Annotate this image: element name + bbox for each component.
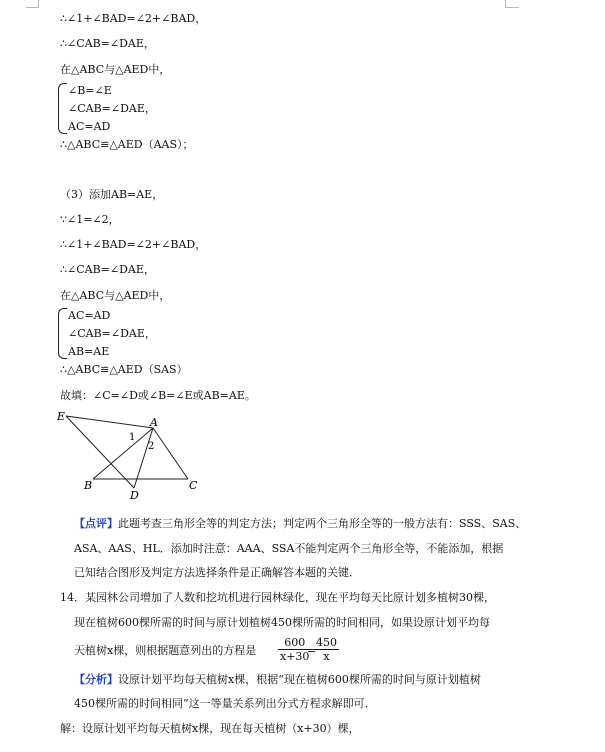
- proof-conclusion-2: ∴△ABC≌△AED（SAS）: [60, 363, 188, 376]
- proof-line-8: ∴∠CAB=∠DAE，: [60, 263, 155, 276]
- proof-conclusion-1: ∴△ABC≌△AED（AAS）；: [60, 138, 194, 151]
- label-E: E: [57, 410, 66, 423]
- system2-row: AB=AE: [68, 345, 110, 358]
- label-A: A: [150, 416, 158, 429]
- label-B: B: [84, 479, 93, 492]
- proof-line-6: ∵∠1=∠2，: [60, 213, 120, 226]
- proof-line-3: 在△ABC与△AED中，: [60, 63, 171, 76]
- system2-row: ∠CAB=∠DAE，: [68, 327, 156, 340]
- segment-ED: [66, 416, 134, 488]
- question-14-line-3: 天植树x棵，则根据题意列出的方程是: [74, 644, 257, 657]
- system-brace-2: [58, 308, 67, 359]
- equation-right-fraction: [314, 636, 339, 663]
- page-corner-mark-right-h: [505, 7, 519, 8]
- comment-line-3: 已知结合图形及判定方法选择条件是正确解答本题的关键．: [74, 566, 360, 579]
- proof-line-5: （3）添加AB=AE，: [60, 188, 164, 201]
- analysis-line-1: [74, 673, 481, 687]
- proof-line-7: ∴∠1+∠BAD=∠2+∠BAD，: [60, 238, 207, 251]
- answer-line: 故填：∠C=∠D或∠B=∠E或AB=AE。: [60, 389, 256, 402]
- system1-row: ∠B=∠E: [68, 84, 112, 97]
- system1-row: AC=AD: [68, 120, 111, 133]
- analysis-tag: 【分析】: [74, 673, 118, 686]
- page-corner-mark-left-h: [26, 7, 39, 8]
- comment-text-1: 此题考查三角形全等的判定方法；判定两个三角形全等的一般方法有：SSS、SAS、: [118, 517, 527, 530]
- geometry-figure: [56, 408, 206, 504]
- analysis-text-1: 设原计划平均每天植树x棵，根据“现在植树600棵所需的时间与原计划植树: [118, 673, 481, 686]
- system1-row: ∠CAB=∠DAE，: [68, 102, 156, 115]
- label-C: C: [189, 479, 198, 492]
- condition-system-1: [68, 82, 156, 136]
- question-14-line-1: 14．某园林公司增加了人数和挖坑机进行园林绿化，现在平均每天比原计划多植树30棵，: [60, 591, 495, 604]
- equation-equals: =: [307, 644, 317, 657]
- fraction-numerator: 600: [278, 636, 311, 650]
- segment-EA: [66, 416, 153, 428]
- comment-line-2: ASA、AAS、HL．添加时注意：AAA、SSA不能判定两个三角形全等，不能添加，根据: [74, 542, 504, 555]
- fraction-denominator: x: [323, 650, 330, 663]
- comment-tag: 【点评】: [74, 517, 118, 530]
- proof-line-1: ∴∠1+∠BAD=∠2+∠BAD，: [60, 12, 207, 25]
- proof-line-9: 在△ABC与△AED中，: [60, 289, 171, 302]
- label-angle-2: 2: [148, 441, 155, 452]
- solution-line-1: 解：设原计划平均每天植树x棵，现在每天植树（x+30）棵，: [60, 722, 360, 735]
- label-D: D: [130, 489, 139, 502]
- question-14-line-2: 现在植树600棵所需的时间与原计划植树450棵所需的时间相同，如果设原计划平均每: [74, 616, 490, 629]
- condition-system-2: [68, 307, 156, 361]
- segment-AC: [153, 428, 188, 479]
- system2-row: AC=AD: [68, 309, 111, 322]
- label-angle-1: 1: [129, 432, 136, 443]
- fraction-denominator: x+30: [280, 650, 310, 663]
- analysis-line-2: 450棵所需的时间相同”这一等量关系列出分式方程求解即可．: [74, 697, 376, 710]
- fraction-numerator: 450: [316, 636, 337, 649]
- comment-line-1: [74, 517, 526, 531]
- proof-line-2: ∴∠CAB=∠DAE，: [60, 37, 155, 50]
- system-brace-1: [58, 83, 67, 134]
